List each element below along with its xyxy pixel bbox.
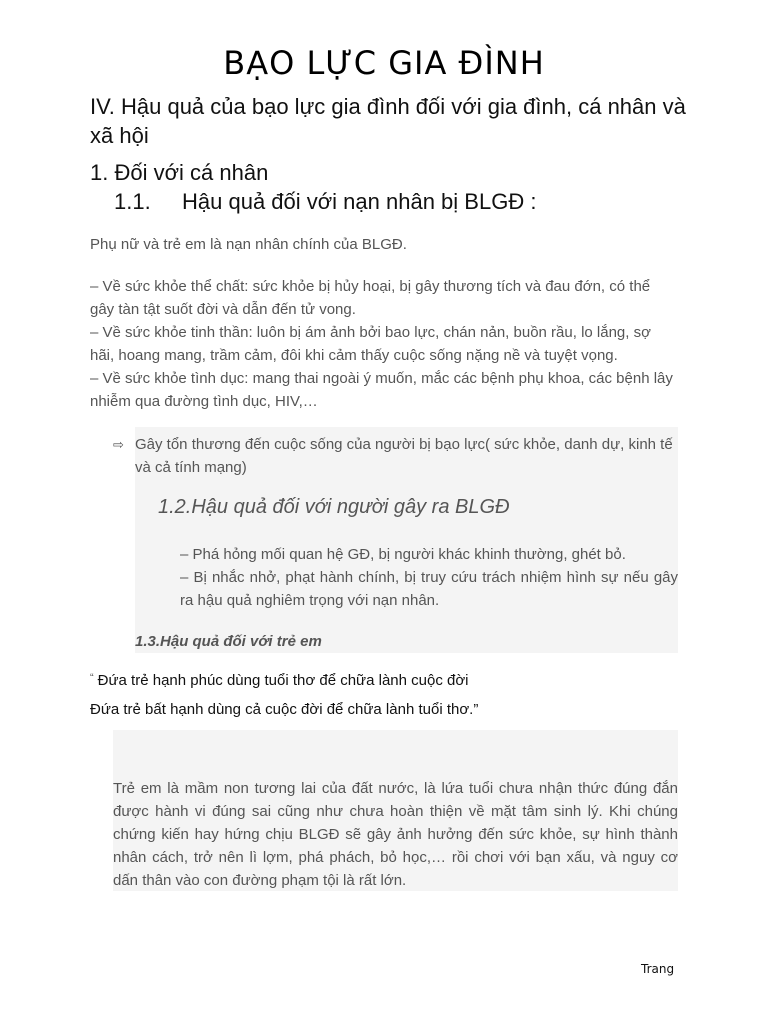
arrow-list-item xyxy=(113,433,678,479)
heading-children-consequences: 1.3.Hậu quả đối với trẻ em xyxy=(135,633,322,650)
page-title: BẠO LỰC GIA ĐÌNH xyxy=(223,44,545,82)
abuser-effects-list xyxy=(180,543,678,612)
list-item: – Phá hỏng mối quan hệ GĐ, bị người khác khinh thường, ghét bỏ. xyxy=(180,546,626,563)
heading-text: Hậu quả đối với nạn nhân bị BLGĐ : xyxy=(182,189,537,214)
quote-mark: “ xyxy=(90,672,94,684)
quote-line: Đứa trẻ bất hạnh dùng cả cuộc đời để chữa lành tuổi thơ.” xyxy=(90,701,479,718)
page-footer: Trang xyxy=(641,962,675,976)
effects-list xyxy=(90,275,678,413)
list-item: – Về sức khỏe tình dục: mang thai ngoài ý muốn, mắc các bệnh phụ khoa, các bệnh lây nhiễm qua đường tình dục, HIV,… xyxy=(90,370,673,410)
heading-text: Đối với cá nhân xyxy=(114,160,269,185)
list-item: – Về sức khỏe tinh thần: luôn bị ám ảnh bởi bao lực, chán nản, buồn rầu, lo lắng, sợ hãi, hoang mang, trầm cảm, đôi khi cảm thấy cuộc sống nặng nề và tuyệt vọng. xyxy=(90,324,651,364)
list-item: – Về sức khỏe thể chất: sức khỏe bị hủy hoại, bị gây thương tích và đau đớn, có thể gây tàn tật suốt đời và dẫn đến tử vong. xyxy=(90,278,651,318)
quote-line xyxy=(90,672,469,689)
heading-individual xyxy=(90,160,268,186)
heading-abuser-consequences: 1.2.Hậu quả đối với người gây ra BLGĐ xyxy=(158,496,510,518)
heading-number: 1. xyxy=(90,160,109,185)
children-paragraph: Trẻ em là mầm non tương lai của đất nước, là lứa tuổi chưa nhận thức đúng đắn được hành vi đúng sai cũng như chưa hoàn thiện về mặt tâm sinh lý. Khi chúng chứng kiến hay hứng chịu BLGĐ sẽ gây ảnh hưởng đến sức khỏe, sự hình thành nhân cách, trở nên lì lợm, phá phách, bỏ học,… rồi chơi với bạn xấu, và nguy cơ dấn thân vào con đường phạm tội là rất lớn. xyxy=(113,780,678,889)
section-heading: IV. Hậu quả của bạo lực gia đình đối với gia đình, cá nhân và xã hội xyxy=(90,94,686,148)
arrow-item-text: Gây tổn thương đến cuộc sống của người bị bạo lực( sức khỏe, danh dự, kinh tế và cả tính mạng) xyxy=(135,436,673,476)
heading-number: 1.1. xyxy=(114,189,151,214)
heading-victim-consequences xyxy=(114,189,536,215)
quote-text: Đứa trẻ hạnh phúc dùng tuổi thơ để chữa lành cuộc đời xyxy=(97,672,469,689)
arrow-right-outline-icon: ⇨ xyxy=(113,437,124,452)
list-item: – Bị nhắc nhở, phạt hành chính, bị truy cứu trách nhiệm hình sự nếu gây ra hậu quả nghiêm trọng với nạn nhân. xyxy=(180,569,678,609)
intro-paragraph: Phụ nữ và trẻ em là nạn nhân chính của BLGĐ. xyxy=(90,236,407,253)
